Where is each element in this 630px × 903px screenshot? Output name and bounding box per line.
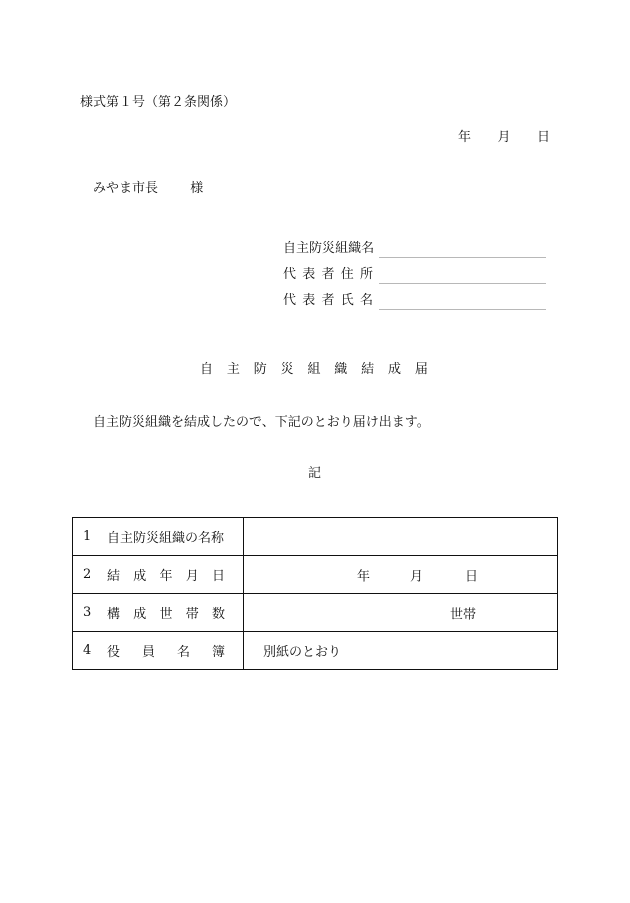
officers-value[interactable] — [244, 632, 558, 670]
row-label-formation-date: 結 成 年 月 日 — [107, 569, 225, 584]
rep-name-field[interactable] — [379, 309, 546, 310]
row-label-households: 構 成 世 帯 数 — [107, 607, 225, 622]
recipient-name: みやま市長 — [93, 181, 159, 196]
table-row — [73, 594, 558, 632]
households-unit: 世帯 — [449, 607, 476, 622]
formation-year-label: 年 — [357, 569, 371, 584]
row-label-org-name: 自主防災組織の名称 — [107, 531, 225, 546]
households-value[interactable] — [244, 594, 558, 632]
date-year-label: 年 — [458, 130, 472, 145]
row-number: 3 — [83, 605, 92, 620]
row-number: 1 — [83, 529, 92, 544]
formation-day-label: 日 — [465, 569, 479, 584]
table-row — [73, 518, 558, 556]
rep-address-field[interactable] — [379, 283, 546, 284]
body-text: 自主防災組織を結成したので、下記のとおり届け出ます。 — [93, 415, 430, 430]
rep-address-label: 代 表 者 住 所 — [283, 267, 373, 282]
recipient — [93, 182, 203, 195]
date-day-label: 日 — [536, 130, 550, 145]
formation-month-label: 月 — [410, 569, 424, 584]
row-number: 4 — [83, 643, 92, 658]
org-name-value[interactable] — [244, 518, 558, 556]
document-title: 自 主 防 災 組 織 結 成 届 — [200, 362, 428, 377]
submission-date — [458, 131, 550, 144]
row-label-officers: 役 員 名 簿 — [107, 645, 225, 660]
row-number: 2 — [83, 567, 92, 582]
date-month-label: 月 — [497, 130, 511, 145]
org-name-label: 自 主 防 災 組 織 名 — [283, 241, 375, 256]
recipient-honorific: 様 — [190, 181, 204, 196]
details-table — [72, 517, 558, 670]
table-row — [73, 632, 558, 670]
org-name-field[interactable] — [379, 257, 546, 258]
table-row — [73, 556, 558, 594]
ki-heading: 記 — [308, 466, 322, 481]
formation-date-value[interactable] — [244, 556, 558, 594]
form-number: 様式第１号（第２条関係） — [80, 95, 237, 110]
officers-value-text: 別紙のとおり — [263, 645, 342, 660]
rep-name-label: 代 表 者 氏 名 — [283, 293, 373, 308]
